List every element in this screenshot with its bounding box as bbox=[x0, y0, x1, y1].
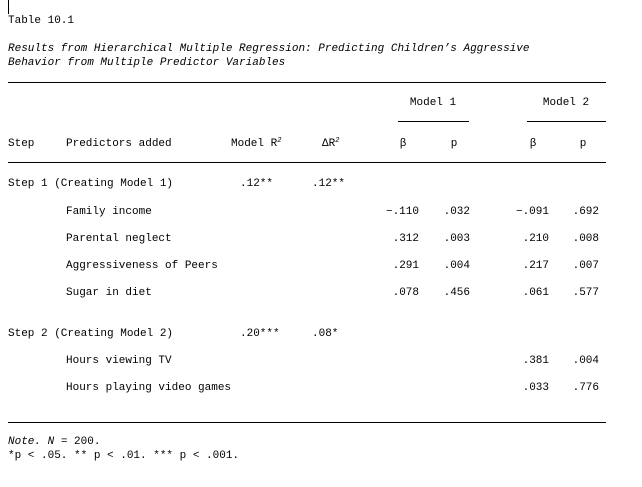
step-1-model-r2: .12** bbox=[240, 178, 274, 190]
m2-p-value: .776 bbox=[572, 382, 599, 394]
step-1-label: Step 1 (Creating Model 1) bbox=[8, 178, 174, 190]
predictor-label: Aggressiveness of Peers bbox=[66, 260, 218, 272]
m1-beta-value: −.110 bbox=[385, 206, 419, 218]
m2-beta-value: .061 bbox=[522, 287, 549, 299]
col-header-m1-p: p bbox=[450, 138, 458, 150]
m1-beta-value: .078 bbox=[392, 287, 419, 299]
table-title-line-2: Behavior from Multiple Predictor Variables bbox=[8, 57, 286, 69]
m2-p-value: .008 bbox=[572, 233, 599, 245]
text-cursor bbox=[8, 0, 9, 14]
col-header-m2-p: p bbox=[579, 138, 587, 150]
col-header-m1-beta: β bbox=[399, 138, 407, 150]
step-1-delta-r2: .12** bbox=[312, 178, 346, 190]
col-header-step: Step bbox=[8, 138, 35, 150]
header-rule bbox=[8, 162, 606, 163]
m2-beta-value: .033 bbox=[522, 382, 549, 394]
bottom-rule bbox=[8, 422, 606, 423]
m1-p-value: .004 bbox=[443, 260, 470, 272]
m2-beta-value: −.091 bbox=[515, 206, 549, 218]
col-header-model-r2: Model $R^2$ bbox=[231, 137, 282, 150]
table-label: Table 10.1 bbox=[8, 15, 75, 27]
top-rule bbox=[8, 82, 606, 83]
predictor-label: Hours playing video games bbox=[66, 382, 232, 394]
m2-beta-value: .210 bbox=[522, 233, 549, 245]
col-header-predictors: Predictors added bbox=[66, 138, 172, 150]
model-2-underline bbox=[527, 121, 606, 122]
m2-p-value: .692 bbox=[572, 206, 599, 218]
col-header-delta-r2: $\Delta R^2$ bbox=[322, 137, 340, 150]
table-note: Note. N = 200. bbox=[8, 436, 101, 448]
step-2-model-r2: .20*** bbox=[240, 328, 280, 340]
m2-beta-value: .381 bbox=[522, 355, 549, 367]
step-2-label: Step 2 (Creating Model 2) bbox=[8, 328, 174, 340]
m2-beta-value: .217 bbox=[522, 260, 549, 272]
m2-p-value: .007 bbox=[572, 260, 599, 272]
m2-p-value: .577 bbox=[572, 287, 599, 299]
model-2-header: Model 2 bbox=[542, 97, 590, 109]
predictor-label: Parental neglect bbox=[66, 233, 172, 245]
predictor-label: Hours viewing TV bbox=[66, 355, 172, 367]
m1-p-value: .456 bbox=[443, 287, 470, 299]
col-header-m2-beta: β bbox=[529, 138, 537, 150]
table-title-line-1: Results from Hierarchical Multiple Regression: Predicting Children’s Aggressive bbox=[8, 43, 530, 55]
predictor-label: Family income bbox=[66, 206, 152, 218]
significance-note: *p < .05. ** p < .01. *** p < .001. bbox=[8, 450, 240, 462]
m1-p-value: .003 bbox=[443, 233, 470, 245]
step-2-delta-r2: .08* bbox=[312, 328, 339, 340]
model-1-header: Model 1 bbox=[409, 97, 457, 109]
m1-beta-value: .312 bbox=[392, 233, 419, 245]
m1-p-value: .032 bbox=[443, 206, 470, 218]
m1-beta-value: .291 bbox=[392, 260, 419, 272]
model-1-underline bbox=[398, 121, 469, 122]
m2-p-value: .004 bbox=[572, 355, 599, 367]
predictor-label: Sugar in diet bbox=[66, 287, 152, 299]
